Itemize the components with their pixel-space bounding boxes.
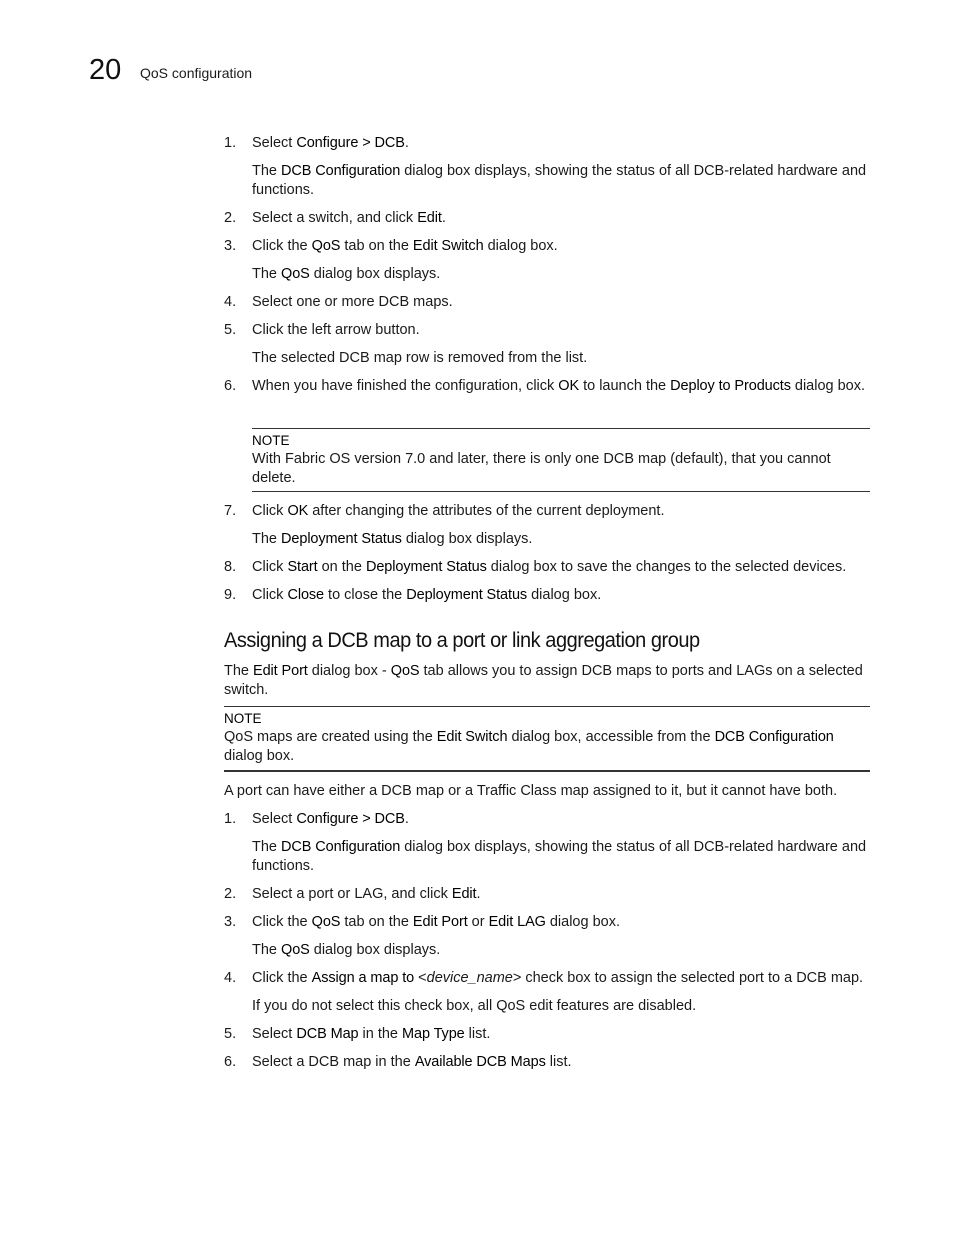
- step-number: 3.: [224, 914, 237, 930]
- step-result: If you do not select this check box, all QoS edit features are disabled.: [252, 998, 697, 1014]
- step-number: 1.: [224, 135, 237, 151]
- section-intro: The Edit Port dialog box - QoS tab allows you to assign DCB maps to ports and LAGs on a selected switch.: [224, 663, 863, 698]
- procedure-b: [224, 810, 870, 1081]
- step-number: 9.: [224, 587, 237, 603]
- note-text: With Fabric OS version 7.0 and later, there is only one DCB map (default), that you cannot delete.: [252, 451, 831, 486]
- step-number: 5.: [224, 1026, 237, 1042]
- step-result: The Deployment Status dialog box displays.: [252, 531, 533, 547]
- list-item: 2. Select a port or LAG, and click Edit.: [224, 886, 481, 902]
- section-paragraph: A port can have either a DCB map or a Traffic Class map assigned to it, but it cannot have both.: [224, 783, 838, 799]
- list-item: 6. When you have finished the configuration, click OK to launch the Deploy to Products dialog box.: [224, 378, 866, 394]
- step-number: 5.: [224, 322, 237, 338]
- step-number: 6.: [224, 378, 237, 394]
- step-number: 2.: [224, 886, 237, 902]
- step-result: The DCB Configuration dialog box displays, showing the status of all DCB-related hardware and functions.: [252, 163, 867, 198]
- list-item: 9. Click Close to close the Deployment Status dialog box.: [224, 587, 602, 603]
- chapter-title: QoS configuration: [140, 65, 253, 81]
- list-item: 6. Select a DCB map in the Available DCB Maps list.: [224, 1054, 572, 1070]
- step-result: The QoS dialog box displays.: [252, 266, 441, 282]
- list-item: 1. Select Configure > DCB.: [224, 135, 409, 151]
- list-item: 5. Click the left arrow button.: [224, 322, 420, 338]
- list-item: 8. Click Start on the Deployment Status dialog box to save the changes to the selected devices.: [224, 559, 847, 575]
- list-item: 1. Select Configure > DCB.: [224, 811, 409, 827]
- note-text: QoS maps are created using the Edit Switch dialog box, accessible from the DCB Configuration dialog box.: [224, 729, 834, 764]
- note-box: [252, 428, 870, 492]
- page-content: [224, 134, 870, 1081]
- note-label: NOTE: [224, 711, 262, 726]
- chapter-number: 20: [89, 54, 122, 86]
- step-number: 3.: [224, 238, 237, 254]
- list-item: 5. Select DCB Map in the Map Type list.: [224, 1026, 491, 1042]
- procedure-a-continued: [224, 502, 870, 614]
- step-result: The DCB Configuration dialog box displays, showing the status of all DCB-related hardware and functions.: [252, 839, 867, 874]
- step-number: 7.: [224, 503, 237, 519]
- list-item: 4. Click the Assign a map to <device_name> check box to assign the selected port to a DCB map.: [224, 970, 864, 986]
- note-box: [224, 706, 870, 772]
- note-label: NOTE: [252, 433, 290, 448]
- step-number: 2.: [224, 210, 237, 226]
- step-number: 8.: [224, 559, 237, 575]
- procedure-a: [224, 134, 870, 423]
- list-item: 2. Select a switch, and click Edit.: [224, 210, 446, 226]
- step-result: The selected DCB map row is removed from the list.: [252, 350, 588, 366]
- step-number: 1.: [224, 811, 237, 827]
- list-item: 7. Click OK after changing the attributes of the current deployment.: [224, 503, 665, 519]
- step-number: 4.: [224, 294, 237, 310]
- list-item: 4. Select one or more DCB maps.: [224, 294, 453, 310]
- step-number: 4.: [224, 970, 237, 986]
- list-item: 3. Click the QoS tab on the Edit Switch dialog box.: [224, 238, 558, 254]
- section-heading: Assigning a DCB map to a port or link aggregation group: [224, 628, 700, 652]
- list-item: 3. Click the QoS tab on the Edit Port or Edit LAG dialog box.: [224, 914, 620, 930]
- step-result: The QoS dialog box displays.: [252, 942, 441, 958]
- step-number: 6.: [224, 1054, 237, 1070]
